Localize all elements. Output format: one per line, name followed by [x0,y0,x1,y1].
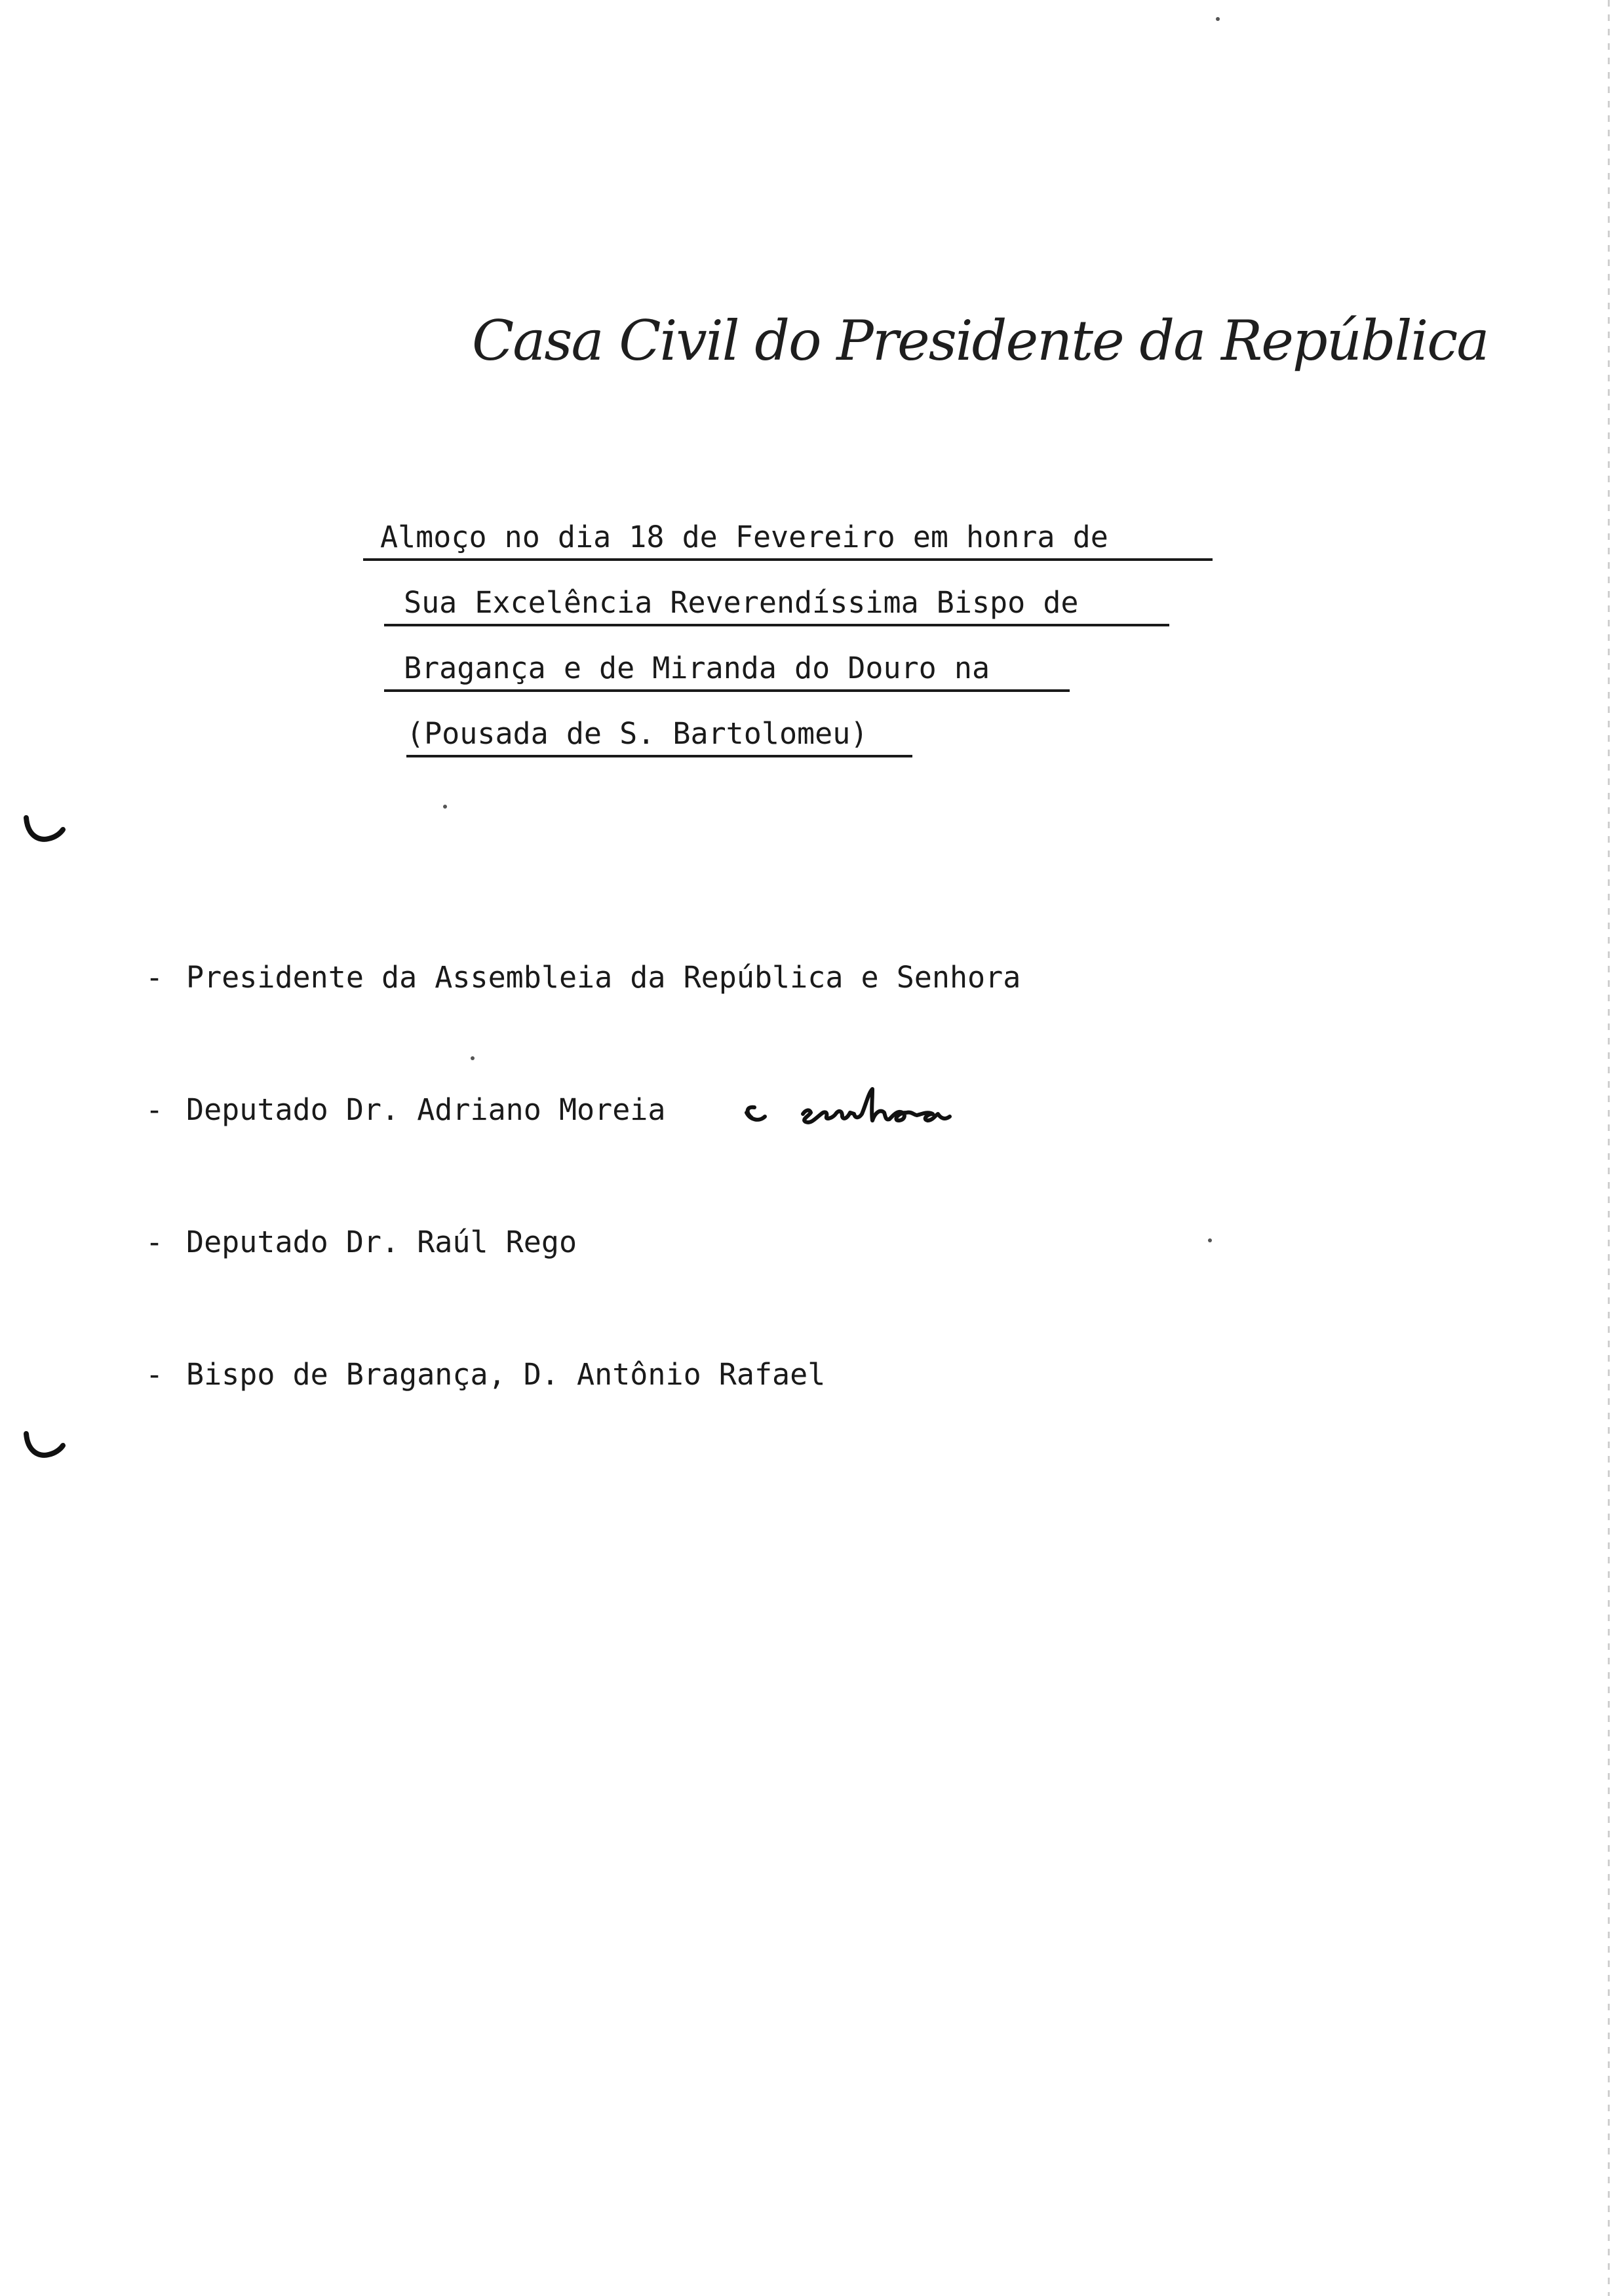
title-line-3: Bragança e de Miranda do Douro na [404,651,990,685]
handwriting-drawing [737,1081,986,1140]
staple-mark-icon [22,813,68,845]
guest-text: Deputado Dr. Raúl Rego [186,1225,577,1259]
staple-mark-icon [22,1428,68,1461]
letterhead: Casa Civil do Presidente da República [472,309,1489,373]
guest-text: Bispo de Bragança, D. Antônio Rafael [186,1357,826,1392]
page-edge [1608,0,1610,2296]
title-underline-2 [384,624,1169,626]
guest-item [146,1090,666,1130]
title-line-2: Sua Excelência Reverendíssima Bispo de [404,585,1079,620]
title-underline-3 [384,689,1070,692]
guest-text: Deputado Dr. Adriano Moreia [186,1092,666,1127]
title-underline-1 [363,558,1213,561]
list-dash: - [146,1225,164,1259]
list-dash: - [146,960,164,995]
guest-item [146,1223,577,1262]
guest-text: Presidente da Assembleia da República e Senhora [186,960,1021,995]
title-line-4: (Pousada de S. Bartolomeu) [406,716,868,751]
speck [443,805,447,809]
list-dash: - [146,1092,164,1127]
title-underline-4 [406,755,912,757]
speck [471,1056,475,1060]
guest-item [146,1355,825,1394]
handwritten-annotation [737,1081,986,1140]
speck [1216,17,1220,21]
speck [1208,1238,1212,1242]
guest-item [146,958,1021,997]
list-dash: - [146,1357,164,1392]
title-line-1: Almoço no dia 18 de Fevereiro em honra de [380,520,1108,554]
